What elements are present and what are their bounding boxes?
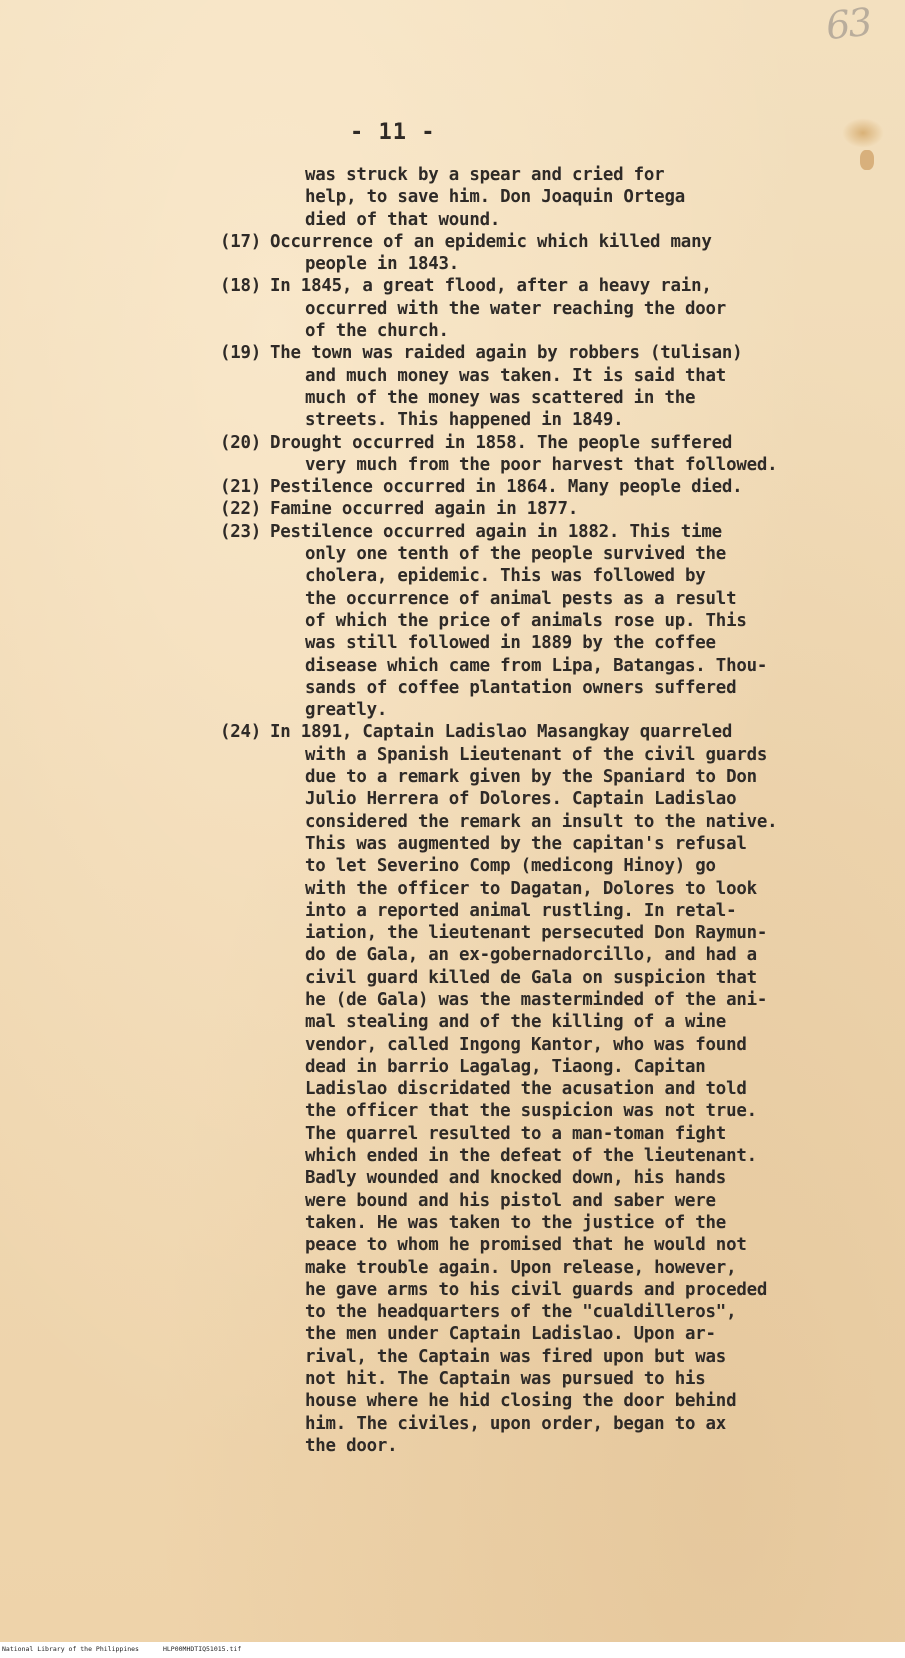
text-line: the occurrence of animal pests as a result (305, 588, 737, 609)
text-line: he (de Gala) was the masterminded of the ani- (305, 989, 768, 1010)
text-line: the door. (305, 1435, 398, 1456)
entry-text: Famine occurred again in 1877. (270, 499, 579, 520)
entry-number: (22) (220, 499, 262, 520)
text-line: help, to save him. Don Joaquin Ortega (305, 187, 685, 208)
text-line: and much money was taken. It is said that (305, 365, 727, 386)
entry-number: (18) (220, 276, 262, 297)
text-line: due to a remark given by the Spaniard to Don (305, 767, 757, 788)
entry-text: In 1891, Captain Ladislao Masangkay quarreled (270, 722, 733, 743)
text-line: taken. He was taken to the justice of the (305, 1212, 727, 1233)
numbered-entries (220, 231, 820, 1457)
text-line: died of that wound. (305, 209, 501, 230)
text-line: was still followed in 1889 by the coffee (305, 633, 716, 654)
text-line: occurred with the water reaching the door (305, 298, 727, 319)
text-line: streets. This happened in 1849. (305, 410, 624, 431)
text-line: to let Severino Comp (medicong Hinoy) go (305, 856, 716, 877)
text-line: into a reported animal rustling. In retal- (305, 900, 737, 921)
entry-number: (24) (220, 722, 262, 743)
entry-first-line (220, 498, 820, 520)
text-line: considered the remark an insult to the native. (305, 811, 778, 832)
text-line: sands of coffee plantation owners suffered (305, 677, 737, 698)
paper-stain-small (860, 150, 874, 170)
text-line: dead in barrio Lagalag, Tiaong. Capitan (305, 1056, 706, 1077)
entry-first-line (220, 521, 820, 543)
body-text (220, 164, 820, 1457)
entry-23 (220, 521, 820, 722)
entry-text: Drought occurred in 1858. The people suffered (270, 432, 733, 453)
text-line: him. The civiles, upon order, began to ax (305, 1413, 727, 1434)
text-line: This was augmented by the capitan's refusal (305, 833, 747, 854)
text-line: much of the money was scattered in the (305, 387, 696, 408)
text-line: do de Gala, an ex-gobernadorcillo, and had a (305, 945, 757, 966)
entry-text: In 1845, a great flood, after a heavy rain, (270, 276, 712, 297)
entry-number: (17) (220, 231, 262, 252)
entry-number: (23) (220, 521, 262, 542)
text-line: with a Spanish Lieutenant of the civil guards (305, 744, 768, 765)
text-line: make trouble again. Upon release, however, (305, 1257, 737, 1278)
text-line: Badly wounded and knocked down, his hands (305, 1168, 727, 1189)
entry-text: Pestilence occurred in 1864. Many people died. (270, 477, 743, 498)
continuation-paragraph (220, 164, 820, 231)
handwritten-page-mark: 63 (823, 0, 873, 49)
text-line: mal stealing and of the killing of a wine (305, 1012, 727, 1033)
entry-24 (220, 721, 820, 1457)
text-line: was struck by a spear and cried for (305, 165, 665, 185)
text-line: to the headquarters of the "cualdilleros", (305, 1302, 737, 1323)
entry-number: (20) (220, 432, 262, 453)
entry-text: The town was raided again by robbers (tulisan) (270, 343, 743, 364)
text-line: people in 1843. (305, 254, 460, 275)
entry-21 (220, 476, 820, 498)
text-line: not hit. The Captain was pursued to his (305, 1369, 706, 1390)
text-line: civil guard killed de Gala on suspicion that (305, 967, 757, 988)
entry-first-line (220, 432, 820, 454)
text-line: disease which came from Lipa, Batangas. Thou- (305, 655, 768, 676)
footer-file: HLP00MHDTIQ51015.tif (162, 1645, 242, 1653)
entry-18 (220, 275, 820, 342)
text-line: Ladislao discridated the acusation and told (305, 1079, 747, 1100)
page-number: - 11 - (350, 120, 436, 145)
entry-19 (220, 342, 820, 431)
text-line: with the officer to Dagatan, Dolores to look (305, 878, 757, 899)
entry-number: (19) (220, 343, 262, 364)
text-line: of the church. (305, 321, 449, 342)
text-line: very much from the poor harvest that followed. (305, 454, 778, 475)
footer-source: National Library of the Philippines (2, 1645, 139, 1653)
text-line: he gave arms to his civil guards and proceded (305, 1279, 768, 1300)
entry-number: (21) (220, 477, 262, 498)
text-line: the officer that the suspicion was not true. (305, 1101, 757, 1122)
text-line: only one tenth of the people survived the (305, 544, 727, 565)
text-line: house where he hid closing the door behind (305, 1391, 737, 1412)
text-line: greatly. (305, 700, 388, 721)
entry-text: Occurrence of an epidemic which killed many (270, 231, 712, 252)
paper-stain (842, 118, 884, 148)
entry-17 (220, 231, 820, 276)
text-line: cholera, epidemic. This was followed by (305, 566, 706, 587)
text-line: were bound and his pistol and saber were (305, 1190, 716, 1211)
entry-text: Pestilence occurred again in 1882. This time (270, 521, 722, 542)
text-line: iation, the lieutenant persecuted Don Raymun- (305, 923, 768, 944)
entry-first-line (220, 275, 820, 297)
entry-first-line (220, 721, 820, 743)
entry-first-line (220, 342, 820, 364)
text-line: vendor, called Ingong Kantor, who was found (305, 1034, 747, 1055)
text-line: rival, the Captain was fired upon but was (305, 1346, 727, 1367)
scan-footer (2, 1645, 265, 1653)
text-line: the men under Captain Ladislao. Upon ar- (305, 1324, 716, 1345)
entry-first-line (220, 476, 820, 498)
entry-22 (220, 498, 820, 520)
entry-20 (220, 432, 820, 477)
text-line: peace to whom he promised that he would not (305, 1235, 747, 1256)
text-line: Julio Herrera of Dolores. Captain Ladislao (305, 789, 737, 810)
text-line: which ended in the defeat of the lieutenant. (305, 1146, 757, 1167)
entry-first-line (220, 231, 820, 253)
text-line: The quarrel resulted to a man-toman fight (305, 1123, 727, 1144)
text-line: of which the price of animals rose up. This (305, 610, 747, 631)
